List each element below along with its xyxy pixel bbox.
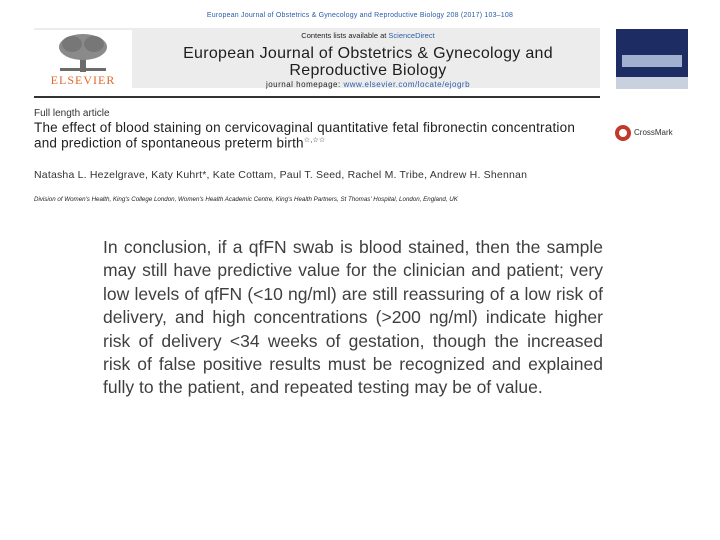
elsevier-logo [34,30,132,88]
article-title [34,121,594,150]
cover-band [622,55,682,67]
crossmark-label: CrossMark [634,128,673,137]
header-divider [34,96,600,98]
journal-title: European Journal of Obstetrics & Gynecology and Reproductive Biology [183,45,553,79]
cover-footer-band [616,77,688,89]
article-type: Full length article [34,108,110,119]
sciencedirect-link[interactable]: ScienceDirect [388,31,435,40]
author-list: Natasha L. Hezelgrave, Katy Kuhrt*, Kate Cottam, Paul T. Seed, Rachel M. Tribe, Andrew H. Shennan [34,169,528,181]
journal-homepage [136,80,600,89]
crossmark-icon [615,125,631,141]
author-affiliation: Division of Women's Health, King's College London, Women's Health Academic Centre, King's Health Partners, St Thomas' Hospital, London, England, UK [34,196,458,203]
elsevier-wordmark: ELSEVIER [50,73,116,87]
title-footnote-marks[interactable]: ☆,☆☆ [303,137,326,144]
homepage-prefix: journal homepage: [265,80,344,89]
elsevier-tree-icon [52,32,114,74]
homepage-link[interactable]: www.elsevier.com/locate/ejogrb [343,80,471,89]
crossmark-badge[interactable] [615,125,695,141]
contents-line [136,31,600,40]
conclusion-excerpt: In conclusion, if a qfFN swab is blood stained, then the sample may still have predictive value for the clinician and patient; very low levels of qfFN (<10 ng/ml) are still reassuring of a low risk of delivery, and high concentrations (>200 ng/ml) indicate higher risk of delivery <34 weeks of gestation, though the increased risk of false positive results must be recognized and explained fully to the patient, and repeated testing may be of value. [103,237,603,398]
contents-prefix: Contents lists available at [301,31,389,40]
journal-citation[interactable]: European Journal of Obstetrics & Gynecology and Reproductive Biology 208 (2017) 103–108 [206,12,514,19]
journal-cover-thumbnail [616,29,688,89]
article-title-text: The effect of blood staining on cervicovaginal quantitative fetal fibronectin concentration and prediction of spontaneous preterm birth [34,120,576,151]
